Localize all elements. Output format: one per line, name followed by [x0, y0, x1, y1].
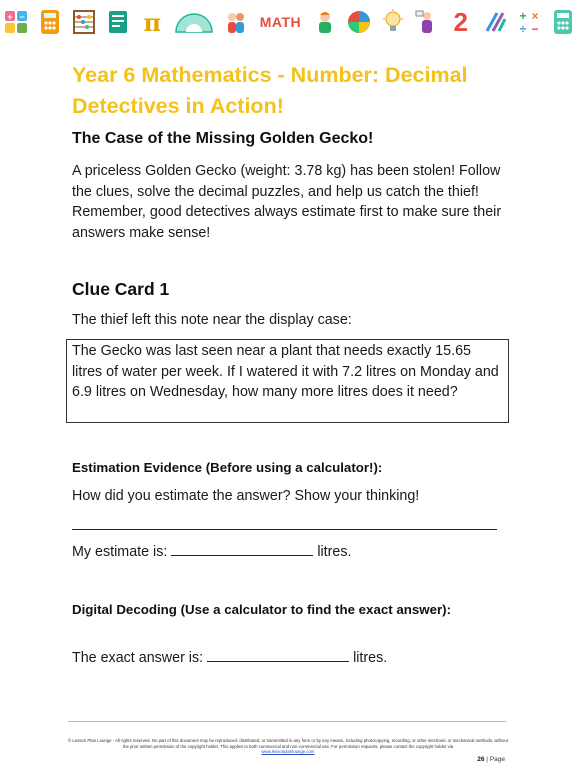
- book-icon: [106, 7, 130, 37]
- teacher-icon: [415, 7, 439, 37]
- pi-icon: π: [143, 7, 162, 37]
- estimation-prompt: How did you estimate the answer? Show your thinking!: [72, 488, 420, 504]
- footer-divider: [68, 721, 506, 722]
- clue-card-heading: Clue Card 1: [72, 279, 170, 299]
- exact-row: [72, 648, 387, 669]
- svg-text:×: ×: [531, 9, 539, 23]
- calculator-icon: [551, 7, 575, 37]
- digital-heading: Digital Decoding (Use a calculator to find the exact answer):: [72, 602, 452, 617]
- estimation-answer-line[interactable]: [72, 529, 497, 530]
- copyright-text: © Lesson Plan Lounge - All rights reserved. No part of this document may be reproduced, distributed, or transmitted in any form or by any means, including photocopying, recording, or other electronic or mechanical methods, without the prior written permission of the copyright holder. This applies to both commercial and non-commercial use. For permission requests, please contact the copyright holder via: [68, 738, 509, 749]
- math-operations-icon: [4, 7, 28, 37]
- clue-lead: The thief left this note near the display case:: [72, 312, 352, 328]
- page-number: 26 | Page: [477, 756, 505, 763]
- case-intro: A priceless Golden Gecko (weight: 3.78 kg) has been stolen! Follow the clues, solve the decimal puzzles, and help us catch the thief! Remember, good detectives always estimate first to make sure their answers make sense!: [72, 163, 502, 241]
- estimate-label: My estimate is:: [72, 544, 168, 560]
- pie-chart-icon: [347, 7, 371, 37]
- svg-text:−: −: [19, 12, 25, 22]
- exact-label: The exact answer is:: [72, 650, 204, 666]
- website-link[interactable]: www.lessonplanlounge.com: [261, 749, 315, 754]
- estimate-row: [72, 542, 351, 563]
- number-two-icon: 2: [453, 6, 468, 37]
- estimation-heading: Estimation Evidence (Before using a calculator!):: [72, 460, 383, 475]
- estimate-blank[interactable]: [171, 543, 313, 556]
- protractor-icon: [174, 7, 214, 37]
- operations-icon: [517, 7, 541, 37]
- estimate-unit: litres.: [317, 544, 352, 560]
- page-title: Year 6 Mathematics - Number: Decimal Detectives in Action!: [72, 63, 468, 118]
- kid-icon: [313, 7, 337, 37]
- case-heading: The Case of the Missing Golden Gecko!: [72, 130, 374, 147]
- page-label: Page: [489, 756, 505, 763]
- svg-text:÷: ÷: [519, 22, 527, 35]
- math-word-icon: MATH: [259, 14, 302, 30]
- exact-unit: litres.: [353, 650, 388, 666]
- calculator-icon: [38, 7, 62, 37]
- abacus-icon: [72, 7, 96, 37]
- footer-copyright: [68, 738, 508, 755]
- students-icon: [224, 7, 248, 37]
- exact-blank[interactable]: [207, 649, 349, 662]
- lightbulb-icon: [381, 7, 405, 37]
- header-banner: [0, 0, 579, 44]
- page-number-value: 26: [477, 756, 485, 763]
- svg-text:+: +: [519, 9, 527, 23]
- svg-text:+: +: [7, 12, 13, 22]
- clue-note-box: The Gecko was last seen near a plant that needs exactly 15.65 litres of water per week. If I watered it with 7.2 litres on Monday and 6.9 litres on Wednesday, how many more litres does it need?: [66, 339, 509, 423]
- svg-text:−: −: [531, 22, 539, 35]
- pencils-icon: [483, 7, 507, 37]
